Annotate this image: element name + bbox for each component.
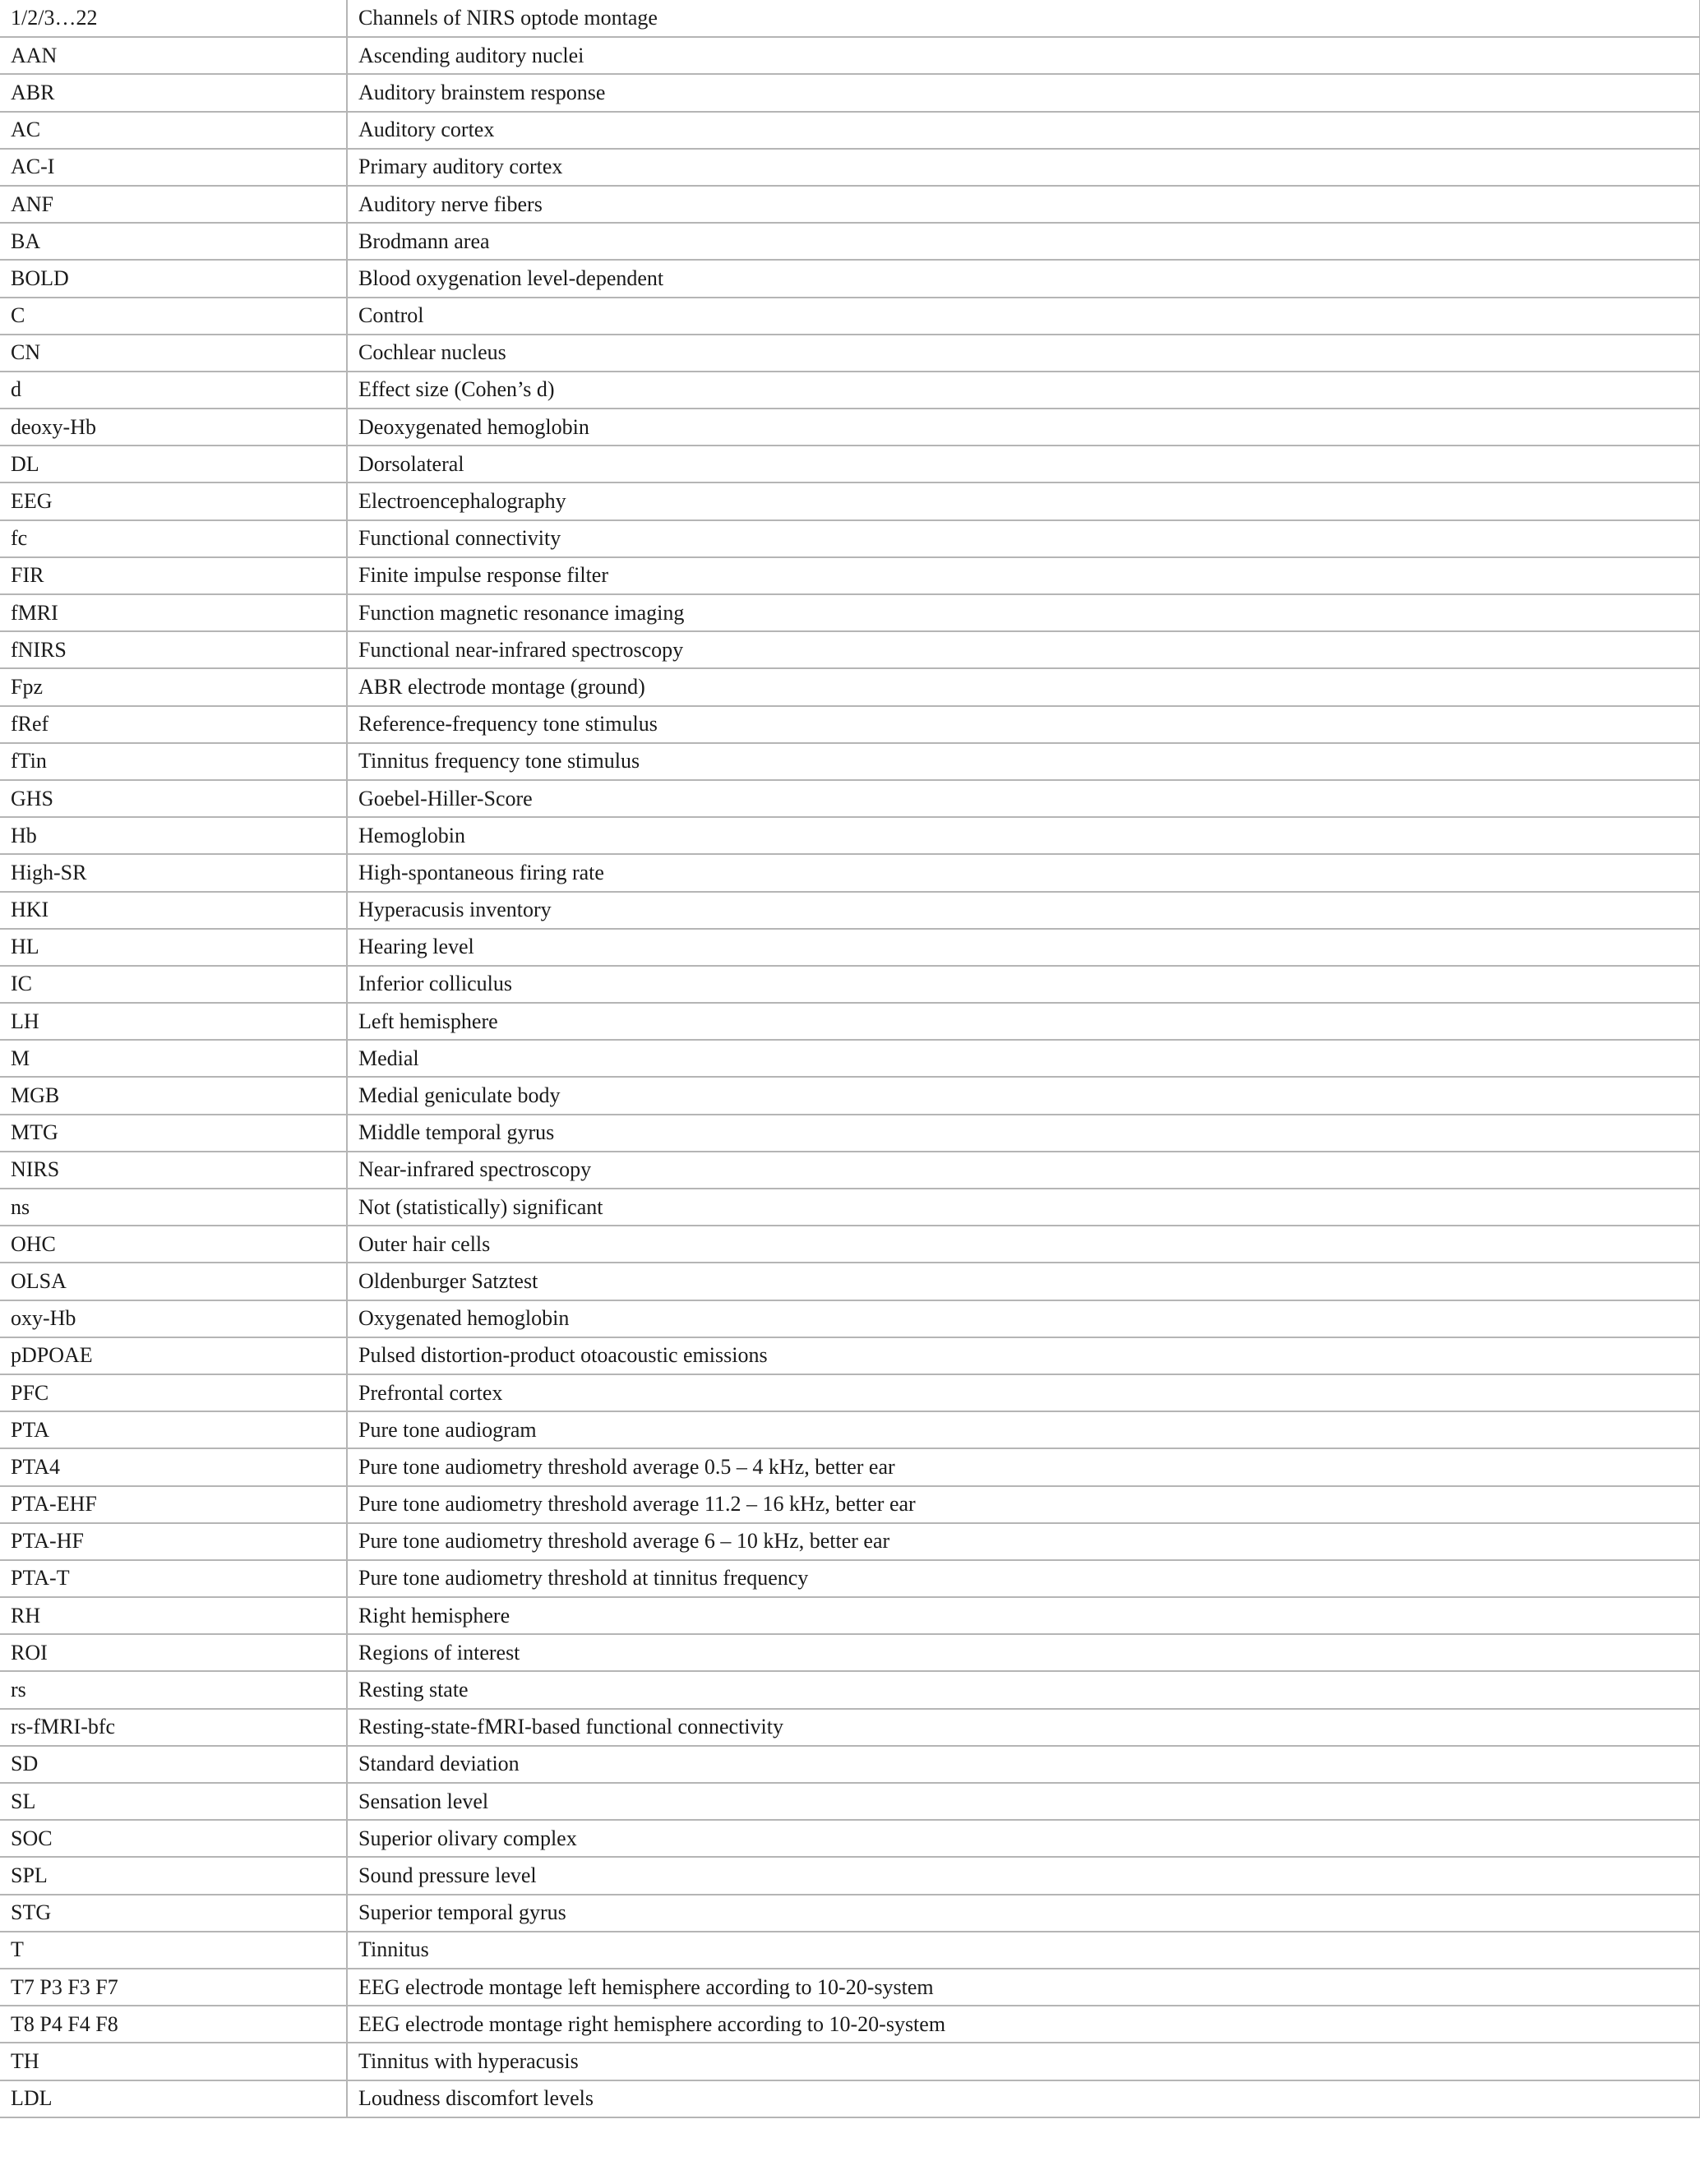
definition-cell: Medial geniculate body bbox=[347, 1077, 1700, 1114]
table-row bbox=[0, 1969, 1700, 2006]
definition-cell: Dorsolateral bbox=[347, 446, 1700, 483]
abbreviation-cell: BOLD bbox=[0, 260, 347, 297]
table-row bbox=[0, 483, 1700, 519]
definition-cell: Oxygenated hemoglobin bbox=[347, 1300, 1700, 1337]
definition-cell: Functional near-infrared spectroscopy bbox=[347, 631, 1700, 668]
definition-cell: Pulsed distortion-product otoacoustic emissions bbox=[347, 1337, 1700, 1374]
abbreviation-cell: PTA-T bbox=[0, 1560, 347, 1597]
definition-cell: Brodmann area bbox=[347, 223, 1700, 260]
definition-cell: Right hemisphere bbox=[347, 1597, 1700, 1634]
abbreviation-cell: IC bbox=[0, 966, 347, 1003]
abbreviation-cell: SL bbox=[0, 1783, 347, 1820]
definition-cell: Hyperacusis inventory bbox=[347, 892, 1700, 929]
table-row bbox=[0, 780, 1700, 817]
abbreviation-cell: M bbox=[0, 1040, 347, 1077]
abbreviation-cell: LH bbox=[0, 1003, 347, 1040]
definition-cell: Ascending auditory nuclei bbox=[347, 37, 1700, 74]
abbreviation-cell: d bbox=[0, 372, 347, 409]
table-row bbox=[0, 1411, 1700, 1448]
table-row bbox=[0, 0, 1700, 37]
table-row bbox=[0, 1634, 1700, 1671]
definition-cell: Not (statistically) significant bbox=[347, 1189, 1700, 1226]
abbreviation-cell: STG bbox=[0, 1895, 347, 1932]
abbreviation-cell: HL bbox=[0, 929, 347, 966]
definition-cell: EEG electrode montage left hemisphere according to 10-20-system bbox=[347, 1969, 1700, 2006]
table-row bbox=[0, 1263, 1700, 1300]
table-row bbox=[0, 223, 1700, 260]
table-row bbox=[0, 1003, 1700, 1040]
abbreviation-cell: HKI bbox=[0, 892, 347, 929]
abbreviation-cell: BA bbox=[0, 223, 347, 260]
definition-cell: Superior olivary complex bbox=[347, 1820, 1700, 1857]
abbreviation-cell: PFC bbox=[0, 1374, 347, 1411]
table-row bbox=[0, 1300, 1700, 1337]
table-row bbox=[0, 1560, 1700, 1597]
abbreviation-cell: fc bbox=[0, 520, 347, 557]
table-row bbox=[0, 1040, 1700, 1077]
definition-cell: Primary auditory cortex bbox=[347, 149, 1700, 186]
table-row bbox=[0, 594, 1700, 631]
definition-cell: Auditory nerve fibers bbox=[347, 186, 1700, 223]
table-row bbox=[0, 1895, 1700, 1932]
abbreviation-cell: DL bbox=[0, 446, 347, 483]
table-row bbox=[0, 2043, 1700, 2080]
abbreviation-cell: AC-I bbox=[0, 149, 347, 186]
table-row bbox=[0, 1152, 1700, 1189]
table-row bbox=[0, 1671, 1700, 1708]
table-row bbox=[0, 743, 1700, 780]
abbreviation-cell: deoxy-Hb bbox=[0, 409, 347, 446]
abbreviation-cell: fMRI bbox=[0, 594, 347, 631]
abbreviation-cell: ns bbox=[0, 1189, 347, 1226]
abbreviation-cell: T7 P3 F3 F7 bbox=[0, 1969, 347, 2006]
definition-cell: Regions of interest bbox=[347, 1634, 1700, 1671]
definition-cell: Outer hair cells bbox=[347, 1226, 1700, 1263]
abbreviation-cell: T bbox=[0, 1932, 347, 1969]
abbreviation-cell: fNIRS bbox=[0, 631, 347, 668]
abbreviation-cell: MGB bbox=[0, 1077, 347, 1114]
definition-cell: Sound pressure level bbox=[347, 1857, 1700, 1894]
table-row bbox=[0, 74, 1700, 111]
table-row bbox=[0, 260, 1700, 297]
definition-cell: Functional connectivity bbox=[347, 520, 1700, 557]
abbreviation-cell: PTA bbox=[0, 1411, 347, 1448]
definition-cell: Auditory cortex bbox=[347, 112, 1700, 149]
definition-cell: Pure tone audiometry threshold at tinnitus frequency bbox=[347, 1560, 1700, 1597]
definition-cell: Standard deviation bbox=[347, 1746, 1700, 1783]
definition-cell: Superior temporal gyrus bbox=[347, 1895, 1700, 1932]
abbreviation-cell: 1/2/3…22 bbox=[0, 0, 347, 37]
definition-cell: Deoxygenated hemoglobin bbox=[347, 409, 1700, 446]
table-row bbox=[0, 1597, 1700, 1634]
abbreviation-cell: EEG bbox=[0, 483, 347, 519]
table-row bbox=[0, 1486, 1700, 1523]
table-row bbox=[0, 1077, 1700, 1114]
abbreviation-cell: LDL bbox=[0, 2080, 347, 2117]
abbreviation-cell: SOC bbox=[0, 1820, 347, 1857]
definition-cell: Middle temporal gyrus bbox=[347, 1115, 1700, 1152]
table-row bbox=[0, 2006, 1700, 2043]
table-row bbox=[0, 1337, 1700, 1374]
definition-cell: Inferior colliculus bbox=[347, 966, 1700, 1003]
abbreviation-cell: OHC bbox=[0, 1226, 347, 1263]
table-row bbox=[0, 372, 1700, 409]
table-row bbox=[0, 1820, 1700, 1857]
table-row bbox=[0, 1115, 1700, 1152]
definition-cell: Hearing level bbox=[347, 929, 1700, 966]
abbreviation-cell: oxy-Hb bbox=[0, 1300, 347, 1337]
table-row bbox=[0, 298, 1700, 335]
table-row bbox=[0, 409, 1700, 446]
abbreviation-cell: PTA-HF bbox=[0, 1523, 347, 1560]
abbreviation-cell: RH bbox=[0, 1597, 347, 1634]
abbreviation-cell: ANF bbox=[0, 186, 347, 223]
table-row bbox=[0, 335, 1700, 372]
abbreviation-cell: High-SR bbox=[0, 854, 347, 891]
abbreviation-cell: PTA-EHF bbox=[0, 1486, 347, 1523]
table-row bbox=[0, 1783, 1700, 1820]
table-row bbox=[0, 817, 1700, 854]
definition-cell: Resting state bbox=[347, 1671, 1700, 1708]
definition-cell: Electroencephalography bbox=[347, 483, 1700, 519]
abbreviation-cell: SD bbox=[0, 1746, 347, 1783]
definition-cell: Goebel-Hiller-Score bbox=[347, 780, 1700, 817]
definition-cell: Control bbox=[347, 298, 1700, 335]
table-row bbox=[0, 2080, 1700, 2117]
table-row bbox=[0, 1189, 1700, 1226]
table-row bbox=[0, 1523, 1700, 1560]
definition-cell: High-spontaneous firing rate bbox=[347, 854, 1700, 891]
definition-cell: Prefrontal cortex bbox=[347, 1374, 1700, 1411]
abbreviation-cell: rs bbox=[0, 1671, 347, 1708]
definition-cell: Function magnetic resonance imaging bbox=[347, 594, 1700, 631]
abbreviation-cell: AAN bbox=[0, 37, 347, 74]
table-row bbox=[0, 149, 1700, 186]
definition-cell: Blood oxygenation level-dependent bbox=[347, 260, 1700, 297]
definition-cell: Hemoglobin bbox=[347, 817, 1700, 854]
abbreviation-cell: NIRS bbox=[0, 1152, 347, 1189]
definition-cell: Tinnitus with hyperacusis bbox=[347, 2043, 1700, 2080]
definition-cell: Channels of NIRS optode montage bbox=[347, 0, 1700, 37]
definition-cell: Oldenburger Satztest bbox=[347, 1263, 1700, 1300]
abbreviation-cell: ROI bbox=[0, 1634, 347, 1671]
definition-cell: Pure tone audiogram bbox=[347, 1411, 1700, 1448]
table-row bbox=[0, 1448, 1700, 1485]
definition-cell: Effect size (Cohen’s d) bbox=[347, 372, 1700, 409]
definition-cell: Cochlear nucleus bbox=[347, 335, 1700, 372]
abbreviation-cell: SPL bbox=[0, 1857, 347, 1894]
table-row bbox=[0, 1746, 1700, 1783]
table-row bbox=[0, 557, 1700, 594]
definition-cell: Finite impulse response filter bbox=[347, 557, 1700, 594]
definition-cell: Resting-state-fMRI-based functional connectivity bbox=[347, 1709, 1700, 1746]
abbreviation-cell: Fpz bbox=[0, 668, 347, 705]
abbreviation-cell: pDPOAE bbox=[0, 1337, 347, 1374]
table-row bbox=[0, 186, 1700, 223]
definition-cell: ABR electrode montage (ground) bbox=[347, 668, 1700, 705]
abbreviation-cell: OLSA bbox=[0, 1263, 347, 1300]
abbreviation-cell: GHS bbox=[0, 780, 347, 817]
abbreviation-cell: PTA4 bbox=[0, 1448, 347, 1485]
table-row bbox=[0, 892, 1700, 929]
table-row bbox=[0, 929, 1700, 966]
definition-cell: Pure tone audiometry threshold average 0.5 – 4 kHz, better ear bbox=[347, 1448, 1700, 1485]
table-row bbox=[0, 668, 1700, 705]
abbreviation-cell: MTG bbox=[0, 1115, 347, 1152]
table-row bbox=[0, 1932, 1700, 1969]
table-row bbox=[0, 631, 1700, 668]
definition-cell: Left hemisphere bbox=[347, 1003, 1700, 1040]
definition-cell: Tinnitus frequency tone stimulus bbox=[347, 743, 1700, 780]
abbreviation-cell: ABR bbox=[0, 74, 347, 111]
abbreviation-cell: C bbox=[0, 298, 347, 335]
abbreviation-cell: FIR bbox=[0, 557, 347, 594]
table-row bbox=[0, 706, 1700, 743]
abbreviation-cell: fRef bbox=[0, 706, 347, 743]
table-row bbox=[0, 112, 1700, 149]
definition-cell: Pure tone audiometry threshold average 6 – 10 kHz, better ear bbox=[347, 1523, 1700, 1560]
table-row bbox=[0, 446, 1700, 483]
table-row bbox=[0, 854, 1700, 891]
table-row bbox=[0, 37, 1700, 74]
definition-cell: Medial bbox=[347, 1040, 1700, 1077]
abbreviation-cell: fTin bbox=[0, 743, 347, 780]
definition-cell: Near-infrared spectroscopy bbox=[347, 1152, 1700, 1189]
abbreviation-cell: T8 P4 F4 F8 bbox=[0, 2006, 347, 2043]
table-row bbox=[0, 1857, 1700, 1894]
abbreviation-cell: rs-fMRI-bfc bbox=[0, 1709, 347, 1746]
definition-cell: Reference-frequency tone stimulus bbox=[347, 706, 1700, 743]
abbreviation-cell: Hb bbox=[0, 817, 347, 854]
definition-cell: Auditory brainstem response bbox=[347, 74, 1700, 111]
table-row bbox=[0, 520, 1700, 557]
definition-cell: Tinnitus bbox=[347, 1932, 1700, 1969]
table-row bbox=[0, 1709, 1700, 1746]
definition-cell: Sensation level bbox=[347, 1783, 1700, 1820]
abbreviation-cell: AC bbox=[0, 112, 347, 149]
definition-cell: Pure tone audiometry threshold average 11.2 – 16 kHz, better ear bbox=[347, 1486, 1700, 1523]
abbreviation-cell: TH bbox=[0, 2043, 347, 2080]
definition-cell: Loudness discomfort levels bbox=[347, 2080, 1700, 2117]
definition-cell: EEG electrode montage right hemisphere according to 10-20-system bbox=[347, 2006, 1700, 2043]
table-row bbox=[0, 966, 1700, 1003]
table-row bbox=[0, 1374, 1700, 1411]
abbreviation-cell: CN bbox=[0, 335, 347, 372]
table-row bbox=[0, 1226, 1700, 1263]
